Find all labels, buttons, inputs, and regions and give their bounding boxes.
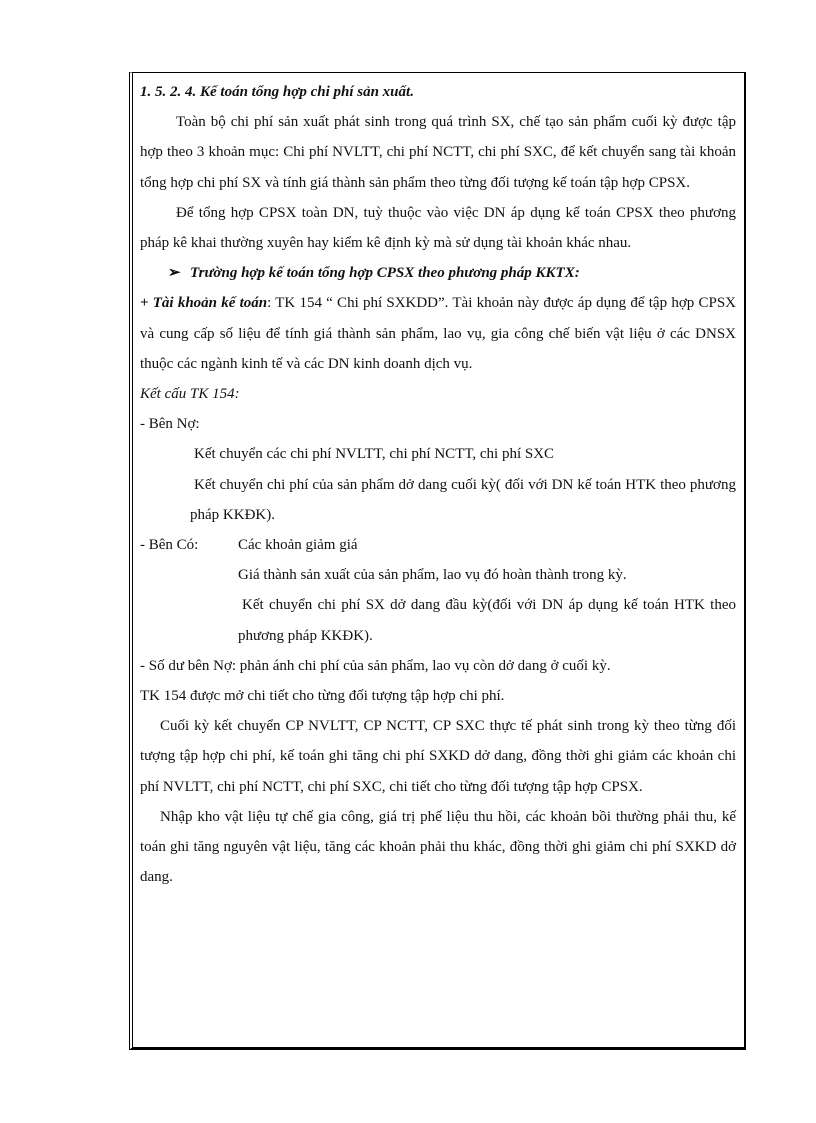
section-heading: 1. 5. 2. 4. Kế toán tổng hợp chi phí sản xuất. [140,84,414,100]
structure-title: Kết cấu TK 154: [140,386,240,403]
ben-co-label: - Bên Có: [140,537,199,554]
arrow-bullet-icon: ➢ [168,265,181,282]
tk-detail-line: TK 154 được mở chi tiết cho từng đối tượng tập hợp chi phí. [140,688,505,705]
paragraph-3: Cuối kỳ kết chuyển CP NVLTT, CP NCTT, CP SXC thực tế phát sinh trong kỳ theo từng đối tượng tập hợp chi phí, kế toán ghi tăng chi phí SXKD dở dang, đồng thời ghi giảm các khoản chi phí NVLTT, chi phí NCTT, chi phí SXC, chi tiết cho từng đối tượng tập hợp CPSX. [140,718,736,795]
account-paragraph [140,288,736,379]
account-text: : TK 154 “ Chi phí SXKDD”. Tài khoản này được áp dụng để tập hợp CPSX và cung cấp số liệu để tính giá thành sản phẩm, lao vụ, gia công chế biến vật liệu ở các DNSX thuộc các ngành kinh tế và các DN kinh doanh dịch vụ. [140,295,736,372]
account-label: + Tài khoản kế toán [140,295,268,312]
ben-no-item: Kết chuyển chi phí của sản phẩm dở dang cuối kỳ( đối với DN kế toán HTK theo phương pháp KKĐK). [190,476,736,523]
ben-co-item: Kết chuyển chi phí SX dở dang đầu kỳ(đối với DN áp dụng kế toán HTK theo phương pháp KKĐK). [238,597,736,644]
ben-no-label: - Bên Nợ: [140,416,200,433]
bullet-heading: Trường hợp kế toán tổng hợp CPSX theo phương pháp KKTX: [190,265,580,282]
ben-co-item: Giá thành sản xuất của sản phẩm, lao vụ đó hoàn thành trong kỳ. [238,567,627,584]
document-frame [129,72,746,1050]
ben-no-item: Kết chuyển các chi phí NVLTT, chi phí NCTT, chi phí SXC [194,446,555,463]
ben-no-list [190,439,736,530]
paragraph-2: Để tổng hợp CPSX toàn DN, tuỳ thuộc vào việc DN áp dụng kế toán CPSX theo phương pháp kê khai thường xuyên hay kiểm kê định kỳ mà sử dụng tài khoản khác nhau. [140,204,736,252]
paragraph-4: Nhập kho vật liệu tự chế gia công, giá trị phế liệu thu hồi, các khoản bồi thường phải thu, kế toán ghi tăng nguyên vật liệu, tăng các khoản phải thu khác, đồng thời ghi giảm chi phí SXKD dở dang. [140,808,736,886]
so-du-line: - Số dư bên Nợ: phản ánh chi phí của sản phẩm, lao vụ còn dở dang ở cuối kỳ. [140,657,611,674]
document-body [140,77,736,892]
ben-co-row [140,530,736,560]
paragraph-1: Toàn bộ chi phí sản xuất phát sinh trong quá trình SX, chế tạo sản phẩm cuối kỳ được tập hợp theo 3 khoản mục: Chi phí NVLTT, chi phí NCTT, chi phí SXC, để kết chuyển sang tài khoản tổng hợp chi phí SX và tính giá thành sản phẩm theo từng đối tượng kế toán tập hợp CPSX. [140,114,736,191]
kktx-bullet [140,258,736,288]
ben-co-list [238,560,736,651]
ben-co-item: Các khoản giảm giá [238,537,358,554]
